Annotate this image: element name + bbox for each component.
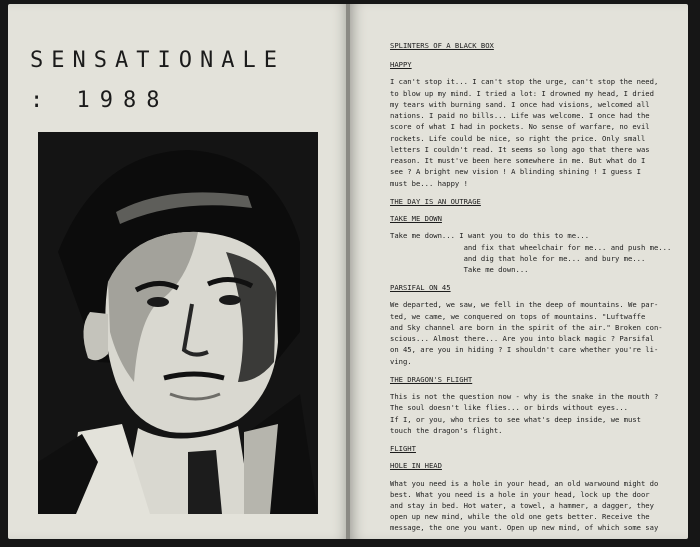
title-line-1: SENSATIONALE bbox=[30, 48, 285, 73]
right-page-text bbox=[390, 40, 678, 541]
section-text-dragons-flight: This is not the question now - why is the snake in the mouth ? The soul doesn't like flies... or birds without eyes... If I, or you, who tries to see what's deep inside, we must touch the dragon's flight. bbox=[390, 392, 659, 435]
section-heading-happy: HAPPY bbox=[390, 60, 412, 70]
title-line-2: : 1988 bbox=[30, 88, 170, 113]
left-page bbox=[8, 4, 349, 539]
section-heading-hole-in-head: HOLE IN HEAD bbox=[390, 461, 442, 471]
right-page bbox=[350, 4, 688, 539]
section-text-parsifal: We departed, we saw, we fell in the deep of mountains. We par- ted, we came, we conquered on tops of mountains. "Luftwaffe and Sky channel are born in the spirit of the air." Broken con- scious... Almost there... Are you into black magic ? Parsifal on 45, are you in hiding ? I shouldn't care whether you're li- ving. bbox=[390, 300, 663, 366]
section-text-hole-in-head: What you need is a hole in your head, an old warwound might do best. What you need is a hole in your head, lock up the door and stay in bed. Hot water, a towel, a hammer, a dagger, they open up new mind, while the old one gets better. Receive the message, the one you want. Open up new mind, of which some say bbox=[390, 478, 659, 533]
section-text-take-me-down: Take me down... I want you to do this to me... and fix that wheelchair for me... and push me... and dig that hole for me... and bury me... Take me down... bbox=[390, 231, 672, 274]
section-heading-flight: FLIGHT bbox=[390, 444, 416, 454]
main-heading: SPLINTERS OF A BLACK BOX bbox=[390, 41, 494, 50]
section-heading-day-is-an-outrage: THE DAY IS AN OUTRAGE bbox=[390, 196, 481, 206]
section-text-happy: I can't stop it... I can't stop the urge, can't stop the need, to blow up my mind. I tried a lot: I drowned my head, I dried my tears with burning sand. I once had visions, welcomed all nations. I paid no bills... Life was welcome. I once had the score of what I had in pockets. No sense of warfare, no evil rockets. Life could be nice, so right the price. Only small letters I couldn't read. It seems so long ago that there was reason. It must've been here somewhere in me. But what do I see ? A bright new vision ! A blinding shining ! I guess I must be... happy ! bbox=[390, 77, 659, 188]
section-heading-parsifal: PARSIFAL ON 45 bbox=[390, 283, 451, 293]
section-heading-take-me-down: TAKE ME DOWN bbox=[390, 214, 442, 224]
portrait-image bbox=[38, 132, 318, 514]
portrait-photo bbox=[38, 132, 318, 514]
section-heading-dragons-flight: THE DRAGON'S FLIGHT bbox=[390, 374, 473, 384]
